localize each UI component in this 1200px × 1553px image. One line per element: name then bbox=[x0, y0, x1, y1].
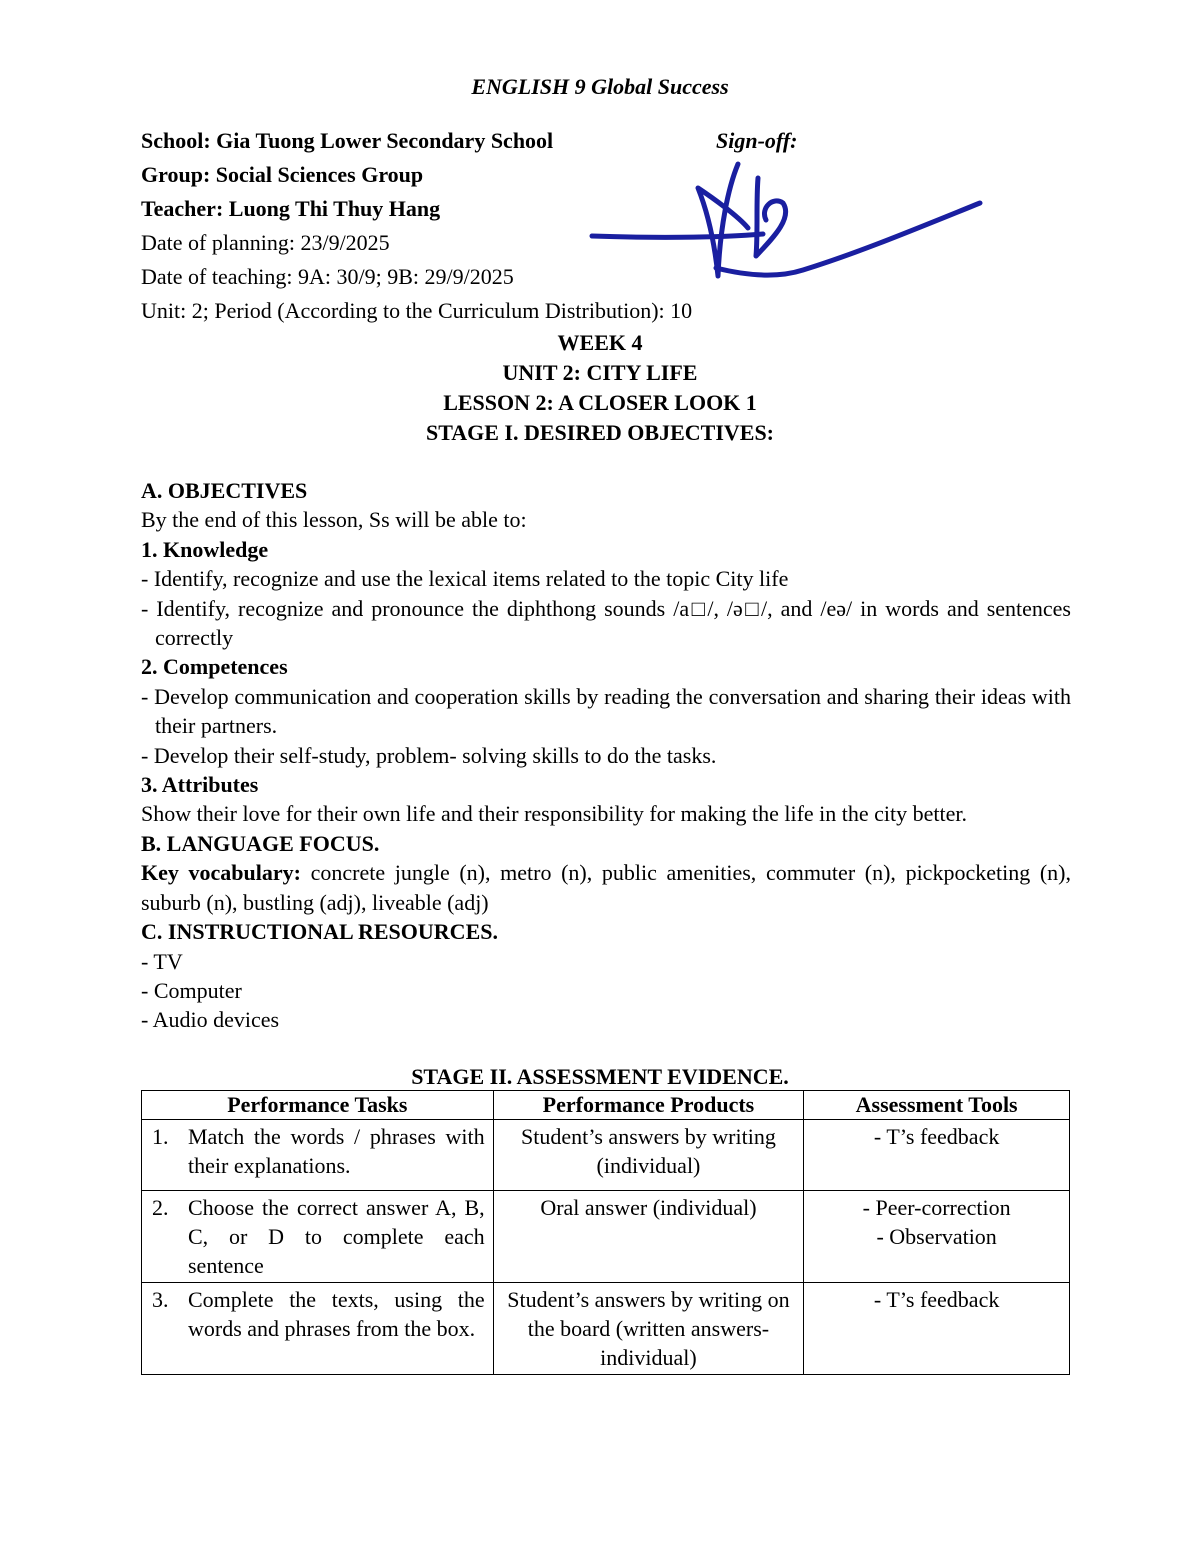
assessment-table bbox=[141, 1090, 1070, 1375]
vocab-text: concrete jungle (n), metro (n), public amenities, commuter (n), pickpocketing (n), suburb (n), bustling (adj), liveable (adj) bbox=[141, 860, 1071, 915]
language-focus-heading: B. LANGUAGE FOCUS. bbox=[141, 830, 380, 856]
tool-item: - T’s feedback bbox=[873, 1287, 1000, 1312]
date-planning-line: Date of planning: 23/9/2025 bbox=[141, 230, 390, 255]
knowledge-heading: 1. Knowledge bbox=[141, 536, 269, 562]
teacher-line: Teacher: Luong Thi Thuy Hang bbox=[141, 196, 441, 221]
task-cell bbox=[142, 1120, 494, 1191]
stage1-heading: STAGE I. DESIRED OBJECTIVES: bbox=[425, 420, 775, 445]
lesson-headings bbox=[0, 328, 1200, 448]
signature-mark bbox=[588, 158, 988, 288]
knowledge-item: - Identify, recognize and pronounce the diphthong sounds /a□/, /ə□/, and /eə/ in words and sentences correctly bbox=[141, 595, 1071, 651]
column-header: Assessment Tools bbox=[804, 1091, 1070, 1120]
knowledge-item: - Identify, recognize and use the lexical items related to the topic City life bbox=[141, 566, 789, 592]
competences-item: - Develop communication and cooperation skills by reading the conversation and sharing their ideas with their partners. bbox=[141, 683, 1071, 739]
tool-item: - Peer-correction bbox=[862, 1195, 1011, 1220]
product-cell: Oral answer (individual) bbox=[493, 1191, 804, 1283]
table-header-row bbox=[142, 1091, 1070, 1120]
tools-cell bbox=[804, 1191, 1070, 1283]
signoff-label: Sign-off: bbox=[716, 128, 798, 153]
table-row bbox=[142, 1120, 1070, 1191]
group-line: Group: Social Sciences Group bbox=[141, 162, 424, 187]
resource-item: - Audio devices bbox=[141, 1007, 280, 1033]
resources-heading: C. INSTRUCTIONAL RESOURCES. bbox=[141, 919, 498, 945]
tools-cell bbox=[804, 1283, 1070, 1375]
task-text: Match the words / phrases with their explanations. bbox=[188, 1124, 485, 1178]
task-cell bbox=[142, 1191, 494, 1283]
stage2-heading: STAGE II. ASSESSMENT EVIDENCE. bbox=[411, 1064, 789, 1089]
unit-period-line: Unit: 2; Period (According to the Curriculum Distribution): 10 bbox=[141, 298, 693, 323]
resource-item: - TV bbox=[141, 948, 183, 974]
school-line: School: Gia Tuong Lower Secondary School bbox=[141, 128, 554, 153]
task-text: Complete the texts, using the words and phrases from the box. bbox=[188, 1287, 485, 1341]
week-heading: WEEK 4 bbox=[557, 330, 643, 355]
task-cell bbox=[142, 1283, 494, 1375]
table-row bbox=[142, 1191, 1070, 1283]
resource-item: - Computer bbox=[141, 977, 242, 1003]
column-header: Performance Tasks bbox=[142, 1091, 494, 1120]
vocab-label: Key vocabulary: bbox=[141, 860, 301, 886]
tool-item: - T’s feedback bbox=[873, 1124, 1000, 1149]
tools-cell bbox=[804, 1120, 1070, 1191]
objectives-heading: A. OBJECTIVES bbox=[141, 478, 308, 503]
lesson-heading: LESSON 2: A CLOSER LOOK 1 bbox=[443, 390, 757, 415]
attributes-text: Show their love for their own life and their responsibility for making the life in the city better. bbox=[141, 801, 968, 827]
table-row bbox=[142, 1283, 1070, 1375]
task-number: 3. bbox=[152, 1287, 169, 1312]
date-teaching-line: Date of teaching: 9A: 30/9; 9B: 29/9/2025 bbox=[141, 264, 514, 289]
key-vocabulary bbox=[141, 858, 1071, 917]
objectives-intro: By the end of this lesson, Ss will be able to: bbox=[141, 507, 527, 533]
task-number: 2. bbox=[152, 1195, 169, 1220]
tool-item: - Observation bbox=[876, 1224, 997, 1249]
lesson-body bbox=[141, 476, 1071, 1035]
document-header-title: ENGLISH 9 Global Success bbox=[471, 74, 729, 99]
task-number: 1. bbox=[152, 1124, 169, 1149]
product-cell: Student’s answers by writing (individual) bbox=[493, 1120, 804, 1191]
task-text: Choose the correct answer A, B, C, or D to complete each sentence bbox=[188, 1195, 485, 1278]
attributes-heading: 3. Attributes bbox=[141, 772, 259, 798]
competences-heading: 2. Competences bbox=[141, 654, 288, 680]
product-cell: Student’s answers by writing on the board (written answers-individual) bbox=[493, 1283, 804, 1375]
column-header: Performance Products bbox=[493, 1091, 804, 1120]
competences-item: - Develop their self-study, problem- solving skills to do the tasks. bbox=[141, 742, 717, 768]
unit-heading: UNIT 2: CITY LIFE bbox=[502, 360, 698, 385]
